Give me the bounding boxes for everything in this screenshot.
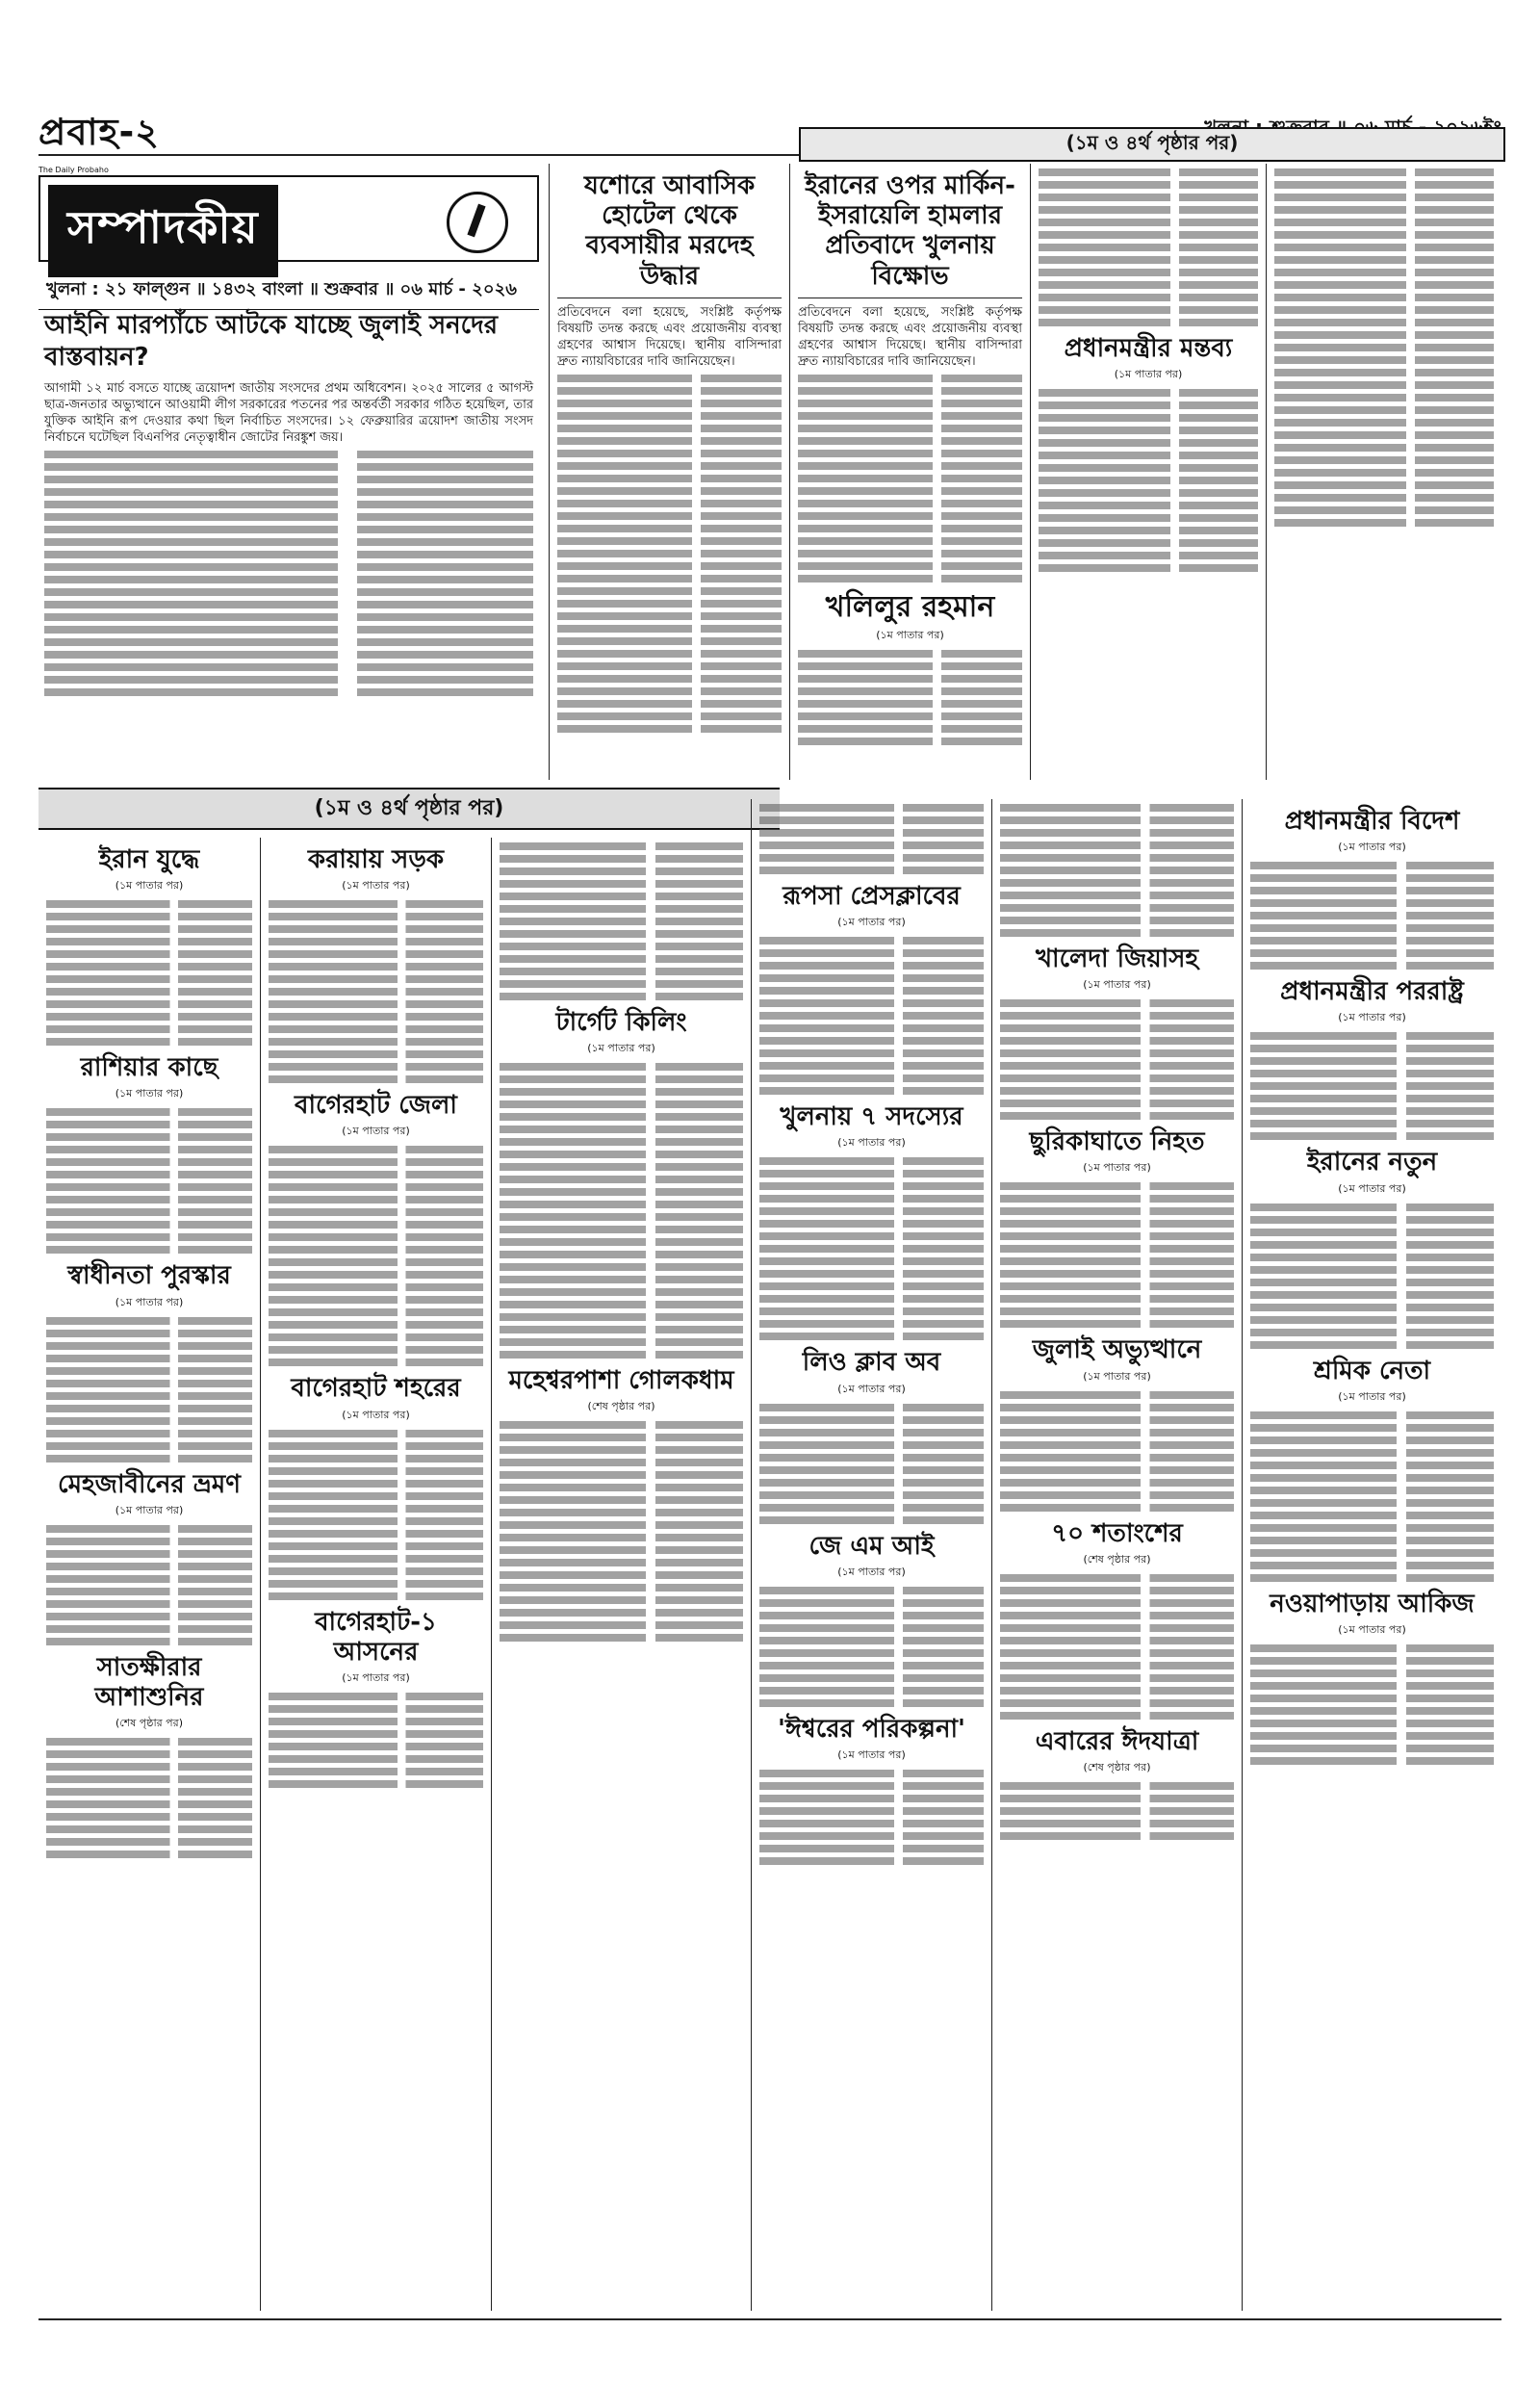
article-ref: (১ম পাতার পর) xyxy=(1114,368,1183,381)
article-headline: প্রধানমন্ত্রীর পররাষ্ট্র xyxy=(1280,977,1464,1007)
article-ref: (১ম পাতার পর) xyxy=(587,1042,655,1055)
continued-header-top: (১ম ও ৪র্থ পৃষ্ঠার পর) xyxy=(799,127,1505,162)
pen-icon xyxy=(447,192,508,253)
article-headline: 'ঈশ্বরের পরিকল্পনা' xyxy=(777,1714,966,1744)
article-ref: (১ম পাতার পর) xyxy=(1338,1011,1406,1024)
article-ref: (১ম পাতার পর) xyxy=(1083,978,1151,992)
article-body: প্রতিবেদনে বলা হয়েছে, সংশ্লিষ্ট কর্তৃপক্ষ বিষয়টি তদন্ত করছে এবং প্রয়োজনীয় ব্যবস্থা গ্রহণের আশ্বাস দিয়েছে। স্থানীয় বাসিন্দারা দ্রুত ন্যায়বিচারের দাবি জানিয়েছেন। xyxy=(798,304,1022,369)
article-ref: (১ম পাতার পর) xyxy=(115,879,184,893)
article-headline: ইরান যুদ্ধে xyxy=(98,845,200,874)
article-ref: (১ম পাতার পর) xyxy=(837,1382,906,1395)
article-ref: (১ম পাতার পর) xyxy=(342,879,410,893)
article-ref: (১ম পাতার পর) xyxy=(1338,1622,1406,1636)
article-ref: (১ম পাতার পর) xyxy=(1083,1161,1151,1175)
column-low-2 xyxy=(260,838,491,2311)
editorial-body xyxy=(38,380,539,775)
bottom-rule xyxy=(38,2318,1502,2320)
editorial-title-box xyxy=(38,175,539,262)
article-ref: (১ম পাতার পর) xyxy=(115,1087,184,1100)
article-ref: (১ম পাতার পর) xyxy=(1338,1389,1406,1403)
column-low-3 xyxy=(491,838,751,2311)
article-ref: (১ম পাতার পর) xyxy=(342,1670,410,1684)
article-headline: জুলাই অভ্যুত্থানে xyxy=(1032,1335,1202,1365)
article-headline: ইরানের নতুন xyxy=(1306,1148,1438,1178)
article-headline: শ্রমিক নেতা xyxy=(1313,1356,1431,1385)
article-headline: খলিলুর রহমান xyxy=(825,589,995,624)
article-ref: (১ম পাতার পর) xyxy=(342,1408,410,1421)
article-ref: (১ম পাতার পর) xyxy=(837,916,906,929)
article-headline: নওয়াপাড়ায় আকিজ xyxy=(1270,1589,1475,1618)
article-headline: স্বাধীনতা পুরস্কার xyxy=(67,1261,231,1291)
article-headline: প্রধানমন্ত্রীর বিদেশ xyxy=(1284,807,1460,836)
column-top-1 xyxy=(549,164,789,780)
editorial-paragraph: আগামী ১২ মার্চ বসতে যাচ্ছে ত্রয়োদশ জাতীয় সংসদের প্রথম অধিবেশন। ২০২৫ সালের ৫ আগস্ট ছাত্র-জনতার অভ্যুত্থানে আওয়ামী লীগ সরকারের পতনের পর অন্তর্বর্তী সরকার গঠিত হয়েছিল, তার যুক্তিক আইনি রূপ দেওয়ার কথা ছিল নির্বাচিত সংসদের। ১২ ফেব্রুয়ারির ত্রয়োদশ জাতীয় সংসদ নির্বাচনে ঘটেছিল বিএনপির নেতৃত্বাধীন জোটের নিরঙ্কুশ জয়। xyxy=(44,381,533,445)
article-ref: (১ম পাতার পর) xyxy=(837,1136,906,1150)
column-top-3 xyxy=(1030,164,1266,780)
article-headline: বাগেরহাট জেলা xyxy=(295,1091,457,1121)
logo-tagline: The Daily Probaho xyxy=(38,166,109,174)
column-low-1 xyxy=(38,838,260,2311)
article-headline: ছুরিকাঘাতে নিহত xyxy=(1029,1127,1205,1157)
article-ref: (১ম পাতার পর) xyxy=(1083,1369,1151,1383)
column-low-4 xyxy=(751,799,991,2311)
column-low-6 xyxy=(1242,799,1502,2311)
article-headline: প্রধানমন্ত্রীর মন্তব্য xyxy=(1064,334,1233,363)
article-ref: (১ম পাতার পর) xyxy=(115,1295,184,1308)
logo-text: প্রবাহ xyxy=(38,111,119,153)
article-headline: মহেশ্বরপাশা গোলকধাম xyxy=(508,1366,734,1396)
article-ref: (১ম পাতার পর) xyxy=(1338,1181,1406,1195)
article-ref: (১ম পাতার পর) xyxy=(1338,841,1406,854)
masthead-logo xyxy=(38,104,160,174)
article-headline: ইরানের ওপর মার্কিন-ইসরায়েলি হামলার প্রতিবাদে খুলনায় বিক্ষোভ xyxy=(805,171,1015,291)
editorial-title: সম্পাদকীয় xyxy=(48,185,278,277)
article-headline: করায়ায় সড়ক xyxy=(307,845,445,874)
continued-banner-mid: (১ম ও ৪র্থ পৃষ্ঠার পর) xyxy=(38,788,780,830)
article-headline: যশোরে আবাসিক হোটেল থেকে ব্যবসায়ীর মরদেহ উদ্ধার xyxy=(583,171,756,291)
article-headline: খালেদা জিয়াসহ xyxy=(1035,945,1199,973)
article-headline: মেহজাবীনের ভ্রমণ xyxy=(58,1469,241,1499)
article-headline: বাগেরহাট-১ আসনের xyxy=(315,1607,437,1667)
article-ref: (শেষ পৃষ্ঠার পর) xyxy=(115,1717,183,1730)
column-low-5 xyxy=(991,799,1242,2311)
article-headline: রাশিয়ার কাছে xyxy=(80,1053,218,1083)
article-ref: (১ম পাতার পর) xyxy=(342,1125,410,1138)
article-headline: এবারের ঈদযাত্রা xyxy=(1035,1726,1199,1756)
article-body: প্রতিবেদনে বলা হয়েছে, সংশ্লিষ্ট কর্তৃপক্ষ বিষয়টি তদন্ত করছে এবং প্রয়োজনীয় ব্যবস্থা গ্রহণের আশ্বাস দিয়েছে। স্থানীয় বাসিন্দারা দ্রুত ন্যায়বিচারের দাবি জানিয়েছেন। xyxy=(557,304,782,369)
article-headline: খুলনায় ৭ সদস্যের xyxy=(780,1102,963,1132)
article-headline: ৭০ শতাংশের xyxy=(1051,1518,1183,1548)
article-ref: (১ম পাতার পর) xyxy=(837,1565,906,1578)
article-headline: সাতক্ষীরার আশাশুনির xyxy=(94,1652,204,1712)
article-headline: লিও ক্লাব অব xyxy=(802,1348,941,1378)
column-top-4 xyxy=(1266,164,1502,780)
article-ref: (১ম পাতার পর) xyxy=(876,628,944,641)
article-ref: (১ম পাতার পর) xyxy=(115,1503,184,1516)
article-ref: (শেষ পৃষ্ঠার পর) xyxy=(1083,1552,1151,1566)
article-ref: (শেষ পৃষ্ঠার পর) xyxy=(587,1400,655,1413)
column-top-2 xyxy=(789,164,1030,780)
article-headline: জে এম আই xyxy=(808,1531,935,1561)
article-headline: টার্গেট কিলিং xyxy=(555,1008,687,1037)
editorial-headline: আইনি মারপ্যাঁচে আটকে যাচ্ছে জুলাই সনদের বাস্তবায়ন? xyxy=(44,311,499,372)
article-headline: রূপসা প্রেসক্লাবের xyxy=(783,882,961,911)
page-number: -২ xyxy=(118,111,160,153)
article-headline: বাগেরহাট শহরের xyxy=(291,1374,461,1404)
article-ref: (১ম পাতার পর) xyxy=(837,1747,906,1761)
editorial-date: খুলনা : ২১ ফাল্গুন ॥ ১৪৩২ বাংলা ॥ শুক্রবার ॥ ০৬ মার্চ - ২০২৬ xyxy=(38,272,539,310)
article-ref: (শেষ পৃষ্ঠার পর) xyxy=(1083,1760,1151,1773)
